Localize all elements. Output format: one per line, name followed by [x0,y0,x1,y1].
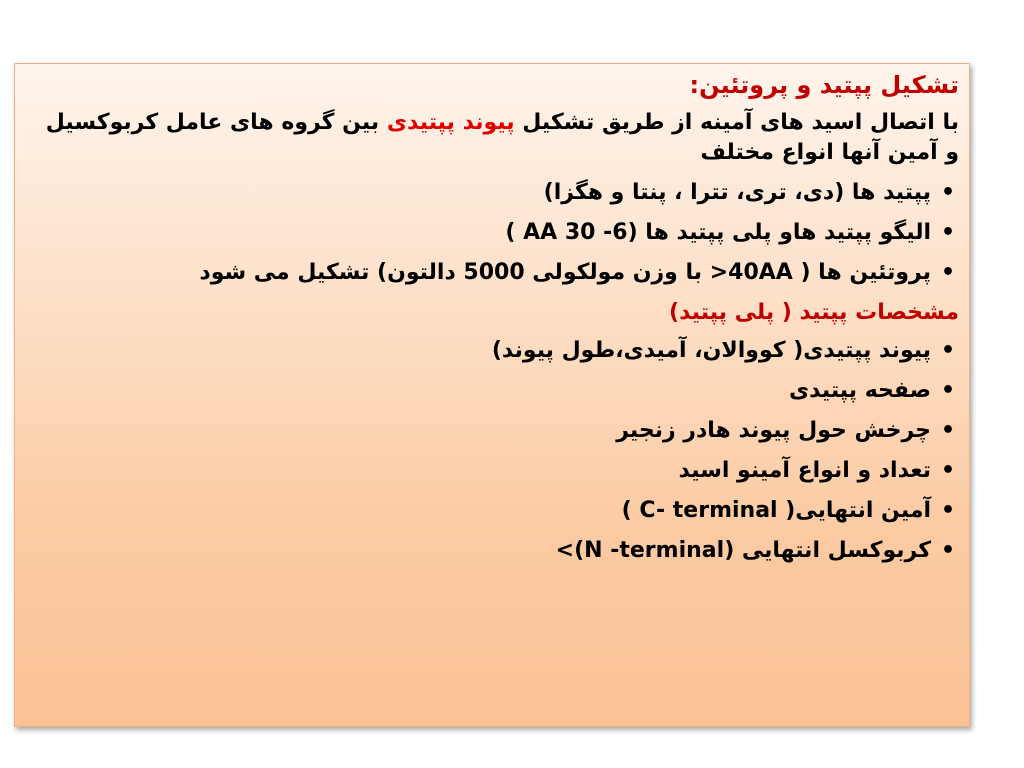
list-item [35,376,959,406]
list-item-text: صفحه پپتیدی [788,378,931,403]
bullet-icon: • [940,378,956,403]
list-item [35,536,959,566]
list-item [35,218,959,248]
intro-text-start: با اتصال اسید های آمینه از طریق تشکیل [514,110,959,135]
list-item-text: پپتید ها (دی، تری، تترا ، پنتا و هگزا) [543,180,931,205]
list-item [35,456,959,486]
list-item-text: کربوکسل انتهایی (N -terminal)> [555,538,931,563]
list-item [35,496,959,526]
bullet-icon: • [940,180,956,205]
bullet-icon: • [940,498,956,523]
bullet-icon: • [940,538,956,563]
bullet-icon: • [940,418,956,443]
content-panel [14,63,970,727]
list-item [35,416,959,446]
section-subheading: مشخصات پپتید ( پلی پپتید) [669,300,959,325]
bullet-icon: • [940,220,956,245]
bullet-icon: • [940,260,956,285]
list-item [35,336,959,366]
slide-title: تشکیل پپتید و پروتئین: [689,71,959,99]
intro-paragraph [35,108,959,168]
list-item-text: پروتئین ها ( 40AA< با وزن مولکولی 5000 دالتون) تشکیل می شود [199,260,931,285]
list-item-text: پیوند پپتیدی( کووالان، آمیدی،طول پیوند) [491,338,931,363]
intro-highlight: پیوند پپتیدی [386,110,515,135]
bullet-icon: • [940,338,956,363]
list-item-text: تعداد و انواع آمینو اسید [678,458,931,483]
slide-content [35,68,959,576]
list-item [35,178,959,208]
list-item-text: الیگو پپتید هاو پلی پپتید ها (6- 30 AA ) [505,220,931,245]
list-item [35,258,959,288]
intro-text-end: بین گروه های عامل کربوکسیل و آمین آنها انواع مختلف [45,110,959,165]
list-item-text: چرخش حول پیوند هادر زنجیر [616,418,931,443]
bullet-icon: • [940,458,956,483]
list-item-text: آمین انتهایی( C- terminal ) [621,498,931,523]
